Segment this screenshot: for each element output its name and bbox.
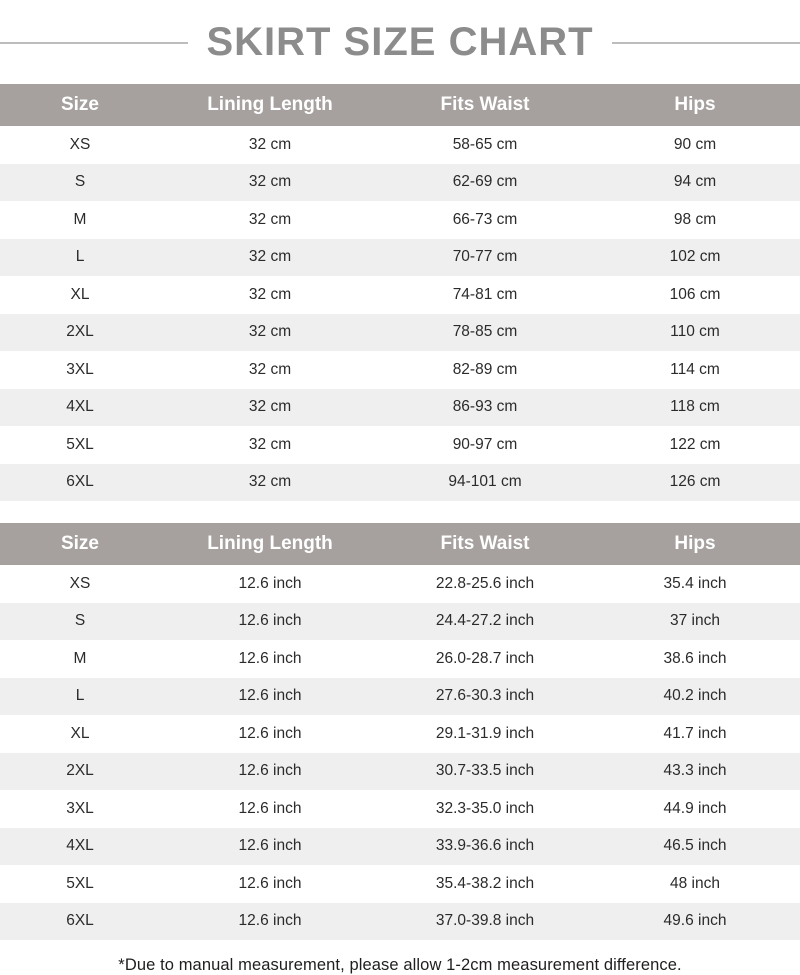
table-header-row: [0, 84, 800, 126]
table-row: [0, 201, 800, 239]
page-title: SKIRT SIZE CHART: [188, 22, 611, 62]
table-row: [0, 276, 800, 314]
table-row: [0, 865, 800, 903]
cell-lining-length: 12.6 inch: [160, 565, 380, 603]
cell-size: XL: [0, 715, 160, 753]
cell-fits-waist: 32.3-35.0 inch: [380, 790, 590, 828]
column-header-fits-waist: Fits Waist: [380, 84, 590, 126]
table-row: [0, 126, 800, 164]
table-row: [0, 753, 800, 791]
cell-size: 3XL: [0, 790, 160, 828]
page-title-container: [0, 0, 800, 84]
cell-fits-waist: 86-93 cm: [380, 389, 590, 427]
column-header-hips: Hips: [590, 84, 800, 126]
cell-lining-length: 32 cm: [160, 464, 380, 502]
cell-fits-waist: 74-81 cm: [380, 276, 590, 314]
table-row: [0, 314, 800, 352]
cell-lining-length: 12.6 inch: [160, 790, 380, 828]
cell-size: S: [0, 164, 160, 202]
column-header-fits-waist: Fits Waist: [380, 523, 590, 565]
cell-size: M: [0, 201, 160, 239]
table-row: [0, 828, 800, 866]
cell-hips: 118 cm: [590, 389, 800, 427]
table-row: [0, 603, 800, 641]
table-row: [0, 790, 800, 828]
cell-lining-length: 32 cm: [160, 426, 380, 464]
cell-hips: 41.7 inch: [590, 715, 800, 753]
cell-size: 3XL: [0, 351, 160, 389]
column-header-size: Size: [0, 523, 160, 565]
table-spacer: [0, 501, 800, 523]
table-row: [0, 464, 800, 502]
cell-hips: 38.6 inch: [590, 640, 800, 678]
cell-hips: 37 inch: [590, 603, 800, 641]
cell-lining-length: 32 cm: [160, 239, 380, 277]
cell-hips: 44.9 inch: [590, 790, 800, 828]
cell-fits-waist: 22.8-25.6 inch: [380, 565, 590, 603]
cell-fits-waist: 82-89 cm: [380, 351, 590, 389]
cell-hips: 40.2 inch: [590, 678, 800, 716]
inch-size-table: [0, 523, 800, 940]
cell-size: L: [0, 678, 160, 716]
cell-size: 6XL: [0, 903, 160, 941]
cell-fits-waist: 37.0-39.8 inch: [380, 903, 590, 941]
cell-lining-length: 12.6 inch: [160, 715, 380, 753]
measurement-footnote: *Due to manual measurement, please allow 1-2cm measurement difference.: [118, 956, 682, 974]
cell-lining-length: 12.6 inch: [160, 678, 380, 716]
cell-hips: 102 cm: [590, 239, 800, 277]
cell-fits-waist: 90-97 cm: [380, 426, 590, 464]
cell-lining-length: 12.6 inch: [160, 640, 380, 678]
cell-fits-waist: 24.4-27.2 inch: [380, 603, 590, 641]
cell-hips: 106 cm: [590, 276, 800, 314]
cell-fits-waist: 78-85 cm: [380, 314, 590, 352]
cell-fits-waist: 66-73 cm: [380, 201, 590, 239]
cell-hips: 46.5 inch: [590, 828, 800, 866]
cell-fits-waist: 62-69 cm: [380, 164, 590, 202]
cell-fits-waist: 29.1-31.9 inch: [380, 715, 590, 753]
table-row: [0, 903, 800, 941]
cell-size: XL: [0, 276, 160, 314]
cell-lining-length: 12.6 inch: [160, 828, 380, 866]
table-row: [0, 389, 800, 427]
cell-size: 5XL: [0, 426, 160, 464]
table-row: [0, 678, 800, 716]
cell-size: 2XL: [0, 753, 160, 791]
cell-fits-waist: 26.0-28.7 inch: [380, 640, 590, 678]
cm-size-table: [0, 84, 800, 501]
cell-lining-length: 32 cm: [160, 314, 380, 352]
cell-hips: 98 cm: [590, 201, 800, 239]
cell-hips: 94 cm: [590, 164, 800, 202]
column-header-lining-length: Lining Length: [160, 523, 380, 565]
column-header-size: Size: [0, 84, 160, 126]
table-row: [0, 426, 800, 464]
cell-hips: 90 cm: [590, 126, 800, 164]
table-row: [0, 640, 800, 678]
cell-size: 2XL: [0, 314, 160, 352]
cell-size: 4XL: [0, 389, 160, 427]
cell-lining-length: 12.6 inch: [160, 903, 380, 941]
table-row: [0, 351, 800, 389]
cell-hips: 49.6 inch: [590, 903, 800, 941]
cell-fits-waist: 35.4-38.2 inch: [380, 865, 590, 903]
cell-hips: 35.4 inch: [590, 565, 800, 603]
cell-fits-waist: 30.7-33.5 inch: [380, 753, 590, 791]
cell-fits-waist: 58-65 cm: [380, 126, 590, 164]
cell-lining-length: 32 cm: [160, 276, 380, 314]
cell-hips: 114 cm: [590, 351, 800, 389]
cell-hips: 110 cm: [590, 314, 800, 352]
table-row: [0, 565, 800, 603]
cell-fits-waist: 94-101 cm: [380, 464, 590, 502]
cell-size: 5XL: [0, 865, 160, 903]
column-header-hips: Hips: [590, 523, 800, 565]
cell-hips: 122 cm: [590, 426, 800, 464]
cell-lining-length: 12.6 inch: [160, 865, 380, 903]
cell-lining-length: 32 cm: [160, 389, 380, 427]
cell-hips: 48 inch: [590, 865, 800, 903]
cell-fits-waist: 70-77 cm: [380, 239, 590, 277]
cell-size: M: [0, 640, 160, 678]
column-header-lining-length: Lining Length: [160, 84, 380, 126]
cell-size: XS: [0, 565, 160, 603]
table-row: [0, 164, 800, 202]
cell-size: L: [0, 239, 160, 277]
cell-lining-length: 12.6 inch: [160, 753, 380, 791]
table-row: [0, 239, 800, 277]
cell-size: 4XL: [0, 828, 160, 866]
cell-size: S: [0, 603, 160, 641]
cell-hips: 126 cm: [590, 464, 800, 502]
cell-lining-length: 32 cm: [160, 164, 380, 202]
cell-fits-waist: 33.9-36.6 inch: [380, 828, 590, 866]
table-header-row: [0, 523, 800, 565]
cell-lining-length: 32 cm: [160, 126, 380, 164]
cell-lining-length: 32 cm: [160, 351, 380, 389]
cell-size: 6XL: [0, 464, 160, 502]
table-row: [0, 715, 800, 753]
cell-fits-waist: 27.6-30.3 inch: [380, 678, 590, 716]
cell-lining-length: 12.6 inch: [160, 603, 380, 641]
cell-hips: 43.3 inch: [590, 753, 800, 791]
cell-lining-length: 32 cm: [160, 201, 380, 239]
cell-size: XS: [0, 126, 160, 164]
